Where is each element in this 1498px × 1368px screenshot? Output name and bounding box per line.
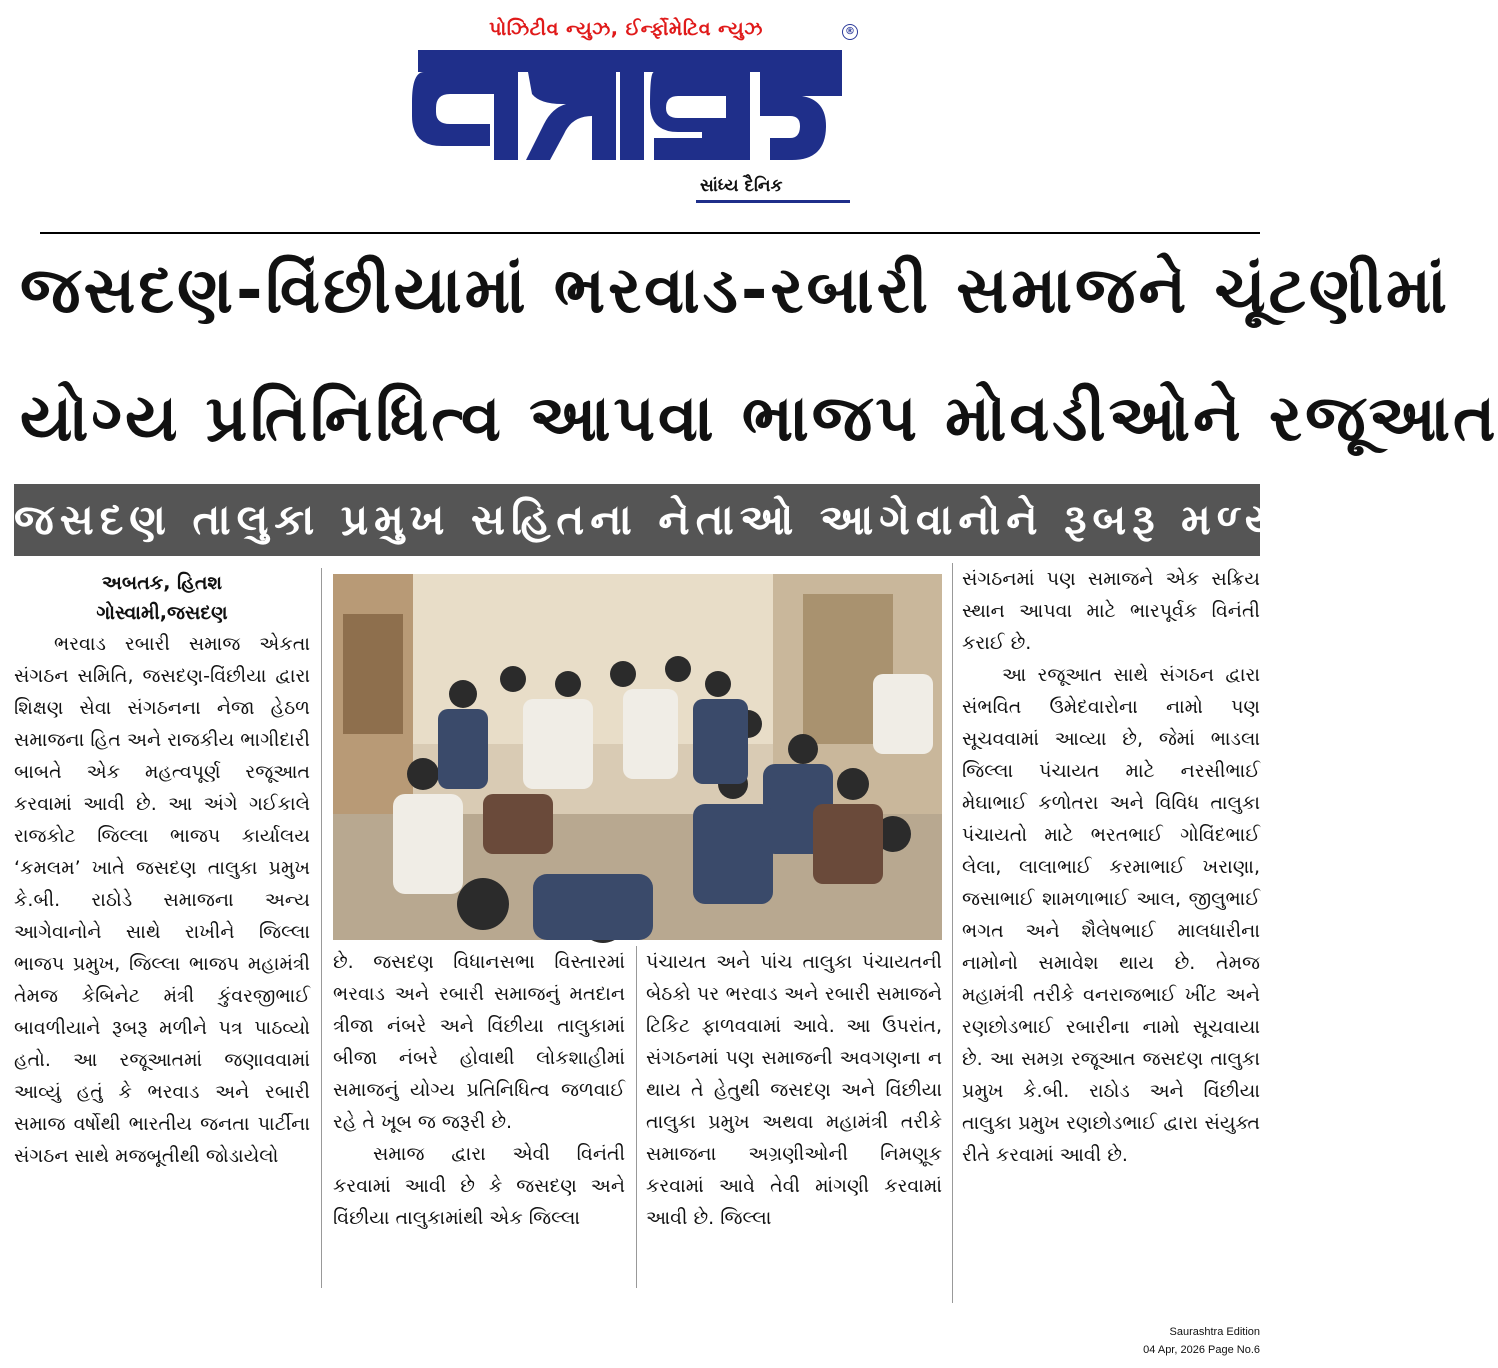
byline-line-2: ગોસ્વામી,જસદણ bbox=[96, 602, 228, 624]
edition-label: Saurashtra Edition bbox=[1169, 1326, 1260, 1338]
masthead-tagline: પોઝિટીવ ન્યુઝ, ઈર્ન્ફોમેટિવ ન્યુઝ bbox=[489, 18, 763, 40]
article-column-1 bbox=[14, 568, 310, 1172]
article-paragraph: આ રજૂઆત સાથે સંગઠન દ્વારા સંભવિત ઉમેદવારોના નામો પણ સૂચવવામાં આવ્યા છે, જેમાં ભાડલા જિલ્લા પંચાયત માટે નરસીભાઈ મેઘાભાઈ કળોતરા અને વિવિધ તાલુકા પંચાયતો માટે ભરતભાઈ ગોવિંદભાઈ લેલા, લાલાભાઈ કરમાભાઈ ખરાણા, જસાભાઈ શામળાભાઈ આલ, જીલુભાઈ ભગત અને શૈલેષભાઈ માલધારીના નામોનો સમાવેશ થાય છે. તેમજ મહામંત્રી તરીકે વનરાજભાઈ ખીંટ અને રણછોડભાઈ રબારીના નામો સૂચવાયા છે. આ સમગ્ર રજૂઆત જસદણ તાલુકા પ્રમુખ કે.બી. રાઠોડ અને વિંછીયા તાલુકા પ્રમુખ રણછોડભાઈ દ્વારા સંયુક્ત રીતે કરવામાં આવી છે. bbox=[962, 664, 1260, 1166]
article-paragraph: સંગઠનમાં પણ સમાજને એક સક્રિય સ્થાન આપવા માટે ભારપૂર્વક વિનંતી કરાઈ છે. bbox=[962, 568, 1260, 654]
masthead-subtitle: સાંધ્ય દૈનિક bbox=[700, 176, 783, 196]
article-column-2 bbox=[333, 946, 625, 1234]
newspaper-logo bbox=[410, 44, 850, 168]
headline-line-2: યોગ્ય પ્રતિનિધિત્વ આપવા ભાજપ મોવડીઓને રજૂઆત bbox=[20, 382, 1498, 456]
masthead-underline bbox=[696, 200, 850, 203]
column-divider bbox=[321, 568, 322, 1288]
registered-mark: ® bbox=[842, 24, 858, 40]
article-photo bbox=[333, 574, 942, 940]
article-paragraph: છે. જસદણ વિધાનસભા વિસ્તારમાં ભરવાડ અને રબારી સમાજનું મતદાન ત્રીજા નંબરે અને વિંછીયા તાલુકામાં બીજા નંબરે હોવાથી લોકશાહીમાં સમાજનું યોગ્ય પ્રતિનિધિત્વ જળવાઈ રહે તે ખૂબ જ જરૂરી છે. bbox=[333, 951, 625, 1133]
subheadline: જસદણ તાલુકા પ્રમુખ સહિતના નેતાઓ આગેવાનોને રૂબરૂ મળ્યા bbox=[14, 495, 1296, 544]
subheadline-bar bbox=[14, 484, 1296, 556]
column-divider bbox=[952, 563, 953, 1303]
top-divider bbox=[40, 232, 1260, 234]
headline-line-1: જસદણ-વિંછીયામાં ભરવાડ-રબારી સમાજને ચૂંટણીમાં bbox=[20, 254, 1450, 328]
article-paragraph: પંચાયત અને પાંચ તાલુકા પંચાયતની બેઠકો પર ભરવાડ અને રબારી સમાજને ટિકિટ ફાળવવામાં આવે. આ ઉપરાંત, સંગઠનમાં પણ સમાજની અવગણના ન થાય તે હેતુથી જસદણ અને વિંછીયા તાલુકા પ્રમુખ અથવા મહામંત્રી તરીકે સમાજના અગ્રણીઓની નિમણૂક કરવામાં આવે તેવી માંગણી કરવામાં આવી છે. જિલ્લા bbox=[646, 951, 942, 1229]
column-divider bbox=[636, 946, 637, 1288]
article-paragraph: ભરવાડ રબારી સમાજ એકતા સંગઠન સમિતિ, જસદણ-વિંછીયા દ્વારા શિક્ષણ સેવા સંગઠનના નેજા હેઠળ સમાજના હિત અને રાજકીય ભાગીદારી બાબતે એક મહત્વપૂર્ણ રજૂઆત કરવામાં આવી છે. આ અંગે ગઈકાલે રાજકોટ જિલ્લા ભાજપ કાર્યાલય ‘કમલમ’ ખાતે જસદણ તાલુકા પ્રમુખ કે.બી. રાઠોડે સમાજના અન્ય આગેવાનોને સાથે રાખીને જિલ્લા ભાજપ પ્રમુખ, જિલ્લા ભાજપ મહામંત્રી તેમજ કેબિનેટ મંત્રી કુંવરજીભાઈ બાવળીયાને રૂબરૂ મળીને પત્ર પાઠવ્યો હતો. આ રજૂઆતમાં જણાવવામાં આવ્યું હતું કે ભરવાડ અને રબારી સમાજ વર્ષોથી ભારતીય જનતા પાર્ટીના સંગઠન સાથે મજબૂતીથી જોડાયેલો bbox=[14, 633, 310, 1167]
article-paragraph: સમાજ દ્વારા એવી વિનંતી કરવામાં આવી છે કે જસદણ અને વિંછીયા તાલુકામાંથી એક જિલ્લા bbox=[333, 1143, 625, 1229]
byline-line-1: અબતક, હિતશ bbox=[101, 572, 223, 594]
article-column-4 bbox=[962, 563, 1260, 1171]
article-column-3 bbox=[646, 946, 942, 1234]
masthead bbox=[410, 18, 860, 206]
date-page-label: 04 Apr, 2026 Page No.6 bbox=[1143, 1344, 1260, 1356]
